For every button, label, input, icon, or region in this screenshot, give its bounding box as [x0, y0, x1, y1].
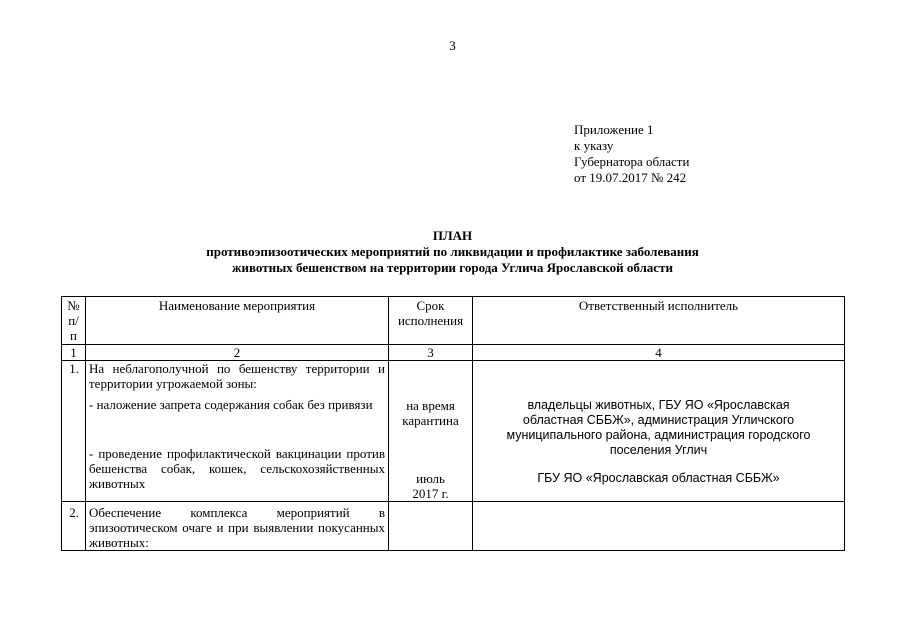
executor-line: ГБУ ЯО «Ярославская областная СББЖ» [537, 471, 780, 485]
header-term [389, 297, 473, 345]
row-intro: На неблагополучной по бешенству территории и территории угрожаемой зоны: [89, 361, 385, 391]
row-number: 2. [62, 502, 86, 551]
column-number: 1 [62, 345, 86, 361]
term-line: на время [406, 398, 455, 413]
column-number-row [62, 345, 845, 361]
header-number-line: № [67, 298, 80, 313]
header-term-line: Срок [416, 298, 445, 313]
header-name-text: Наименование мероприятия [158, 298, 316, 313]
header-number [62, 297, 86, 345]
header-name [86, 297, 389, 345]
term-line: 2017 г. [412, 486, 449, 501]
measure-text: Обеспечение комплекса мероприятий в эпизоотическом очаге и при выявлении покусанных животных: [89, 505, 385, 550]
appendix-line: Приложение 1 [574, 122, 654, 137]
row-description [86, 361, 389, 502]
row-executor [473, 502, 845, 551]
executor-line: поселения Углич [609, 443, 708, 457]
executor-line: муниципального района, администрация городского [506, 428, 811, 442]
appendix-block [574, 122, 689, 186]
document-title [0, 228, 905, 276]
header-term-line: исполнения [397, 313, 464, 328]
header-number-line: п/п [68, 313, 79, 343]
page-number: 3 [449, 38, 456, 53]
table-header-row [62, 297, 845, 345]
header-executor-text: Ответственный исполнитель [578, 298, 739, 313]
appendix-date: от 19.07.2017 № 242 [574, 170, 687, 185]
row-term [389, 502, 473, 551]
row-executor [473, 361, 845, 502]
title-heading: ПЛАН [432, 228, 473, 243]
table-row [62, 502, 845, 551]
row-term [389, 361, 473, 502]
term-line: июль [416, 471, 445, 486]
appendix-line: к указу [574, 138, 614, 153]
column-number: 3 [389, 345, 473, 361]
row-number: 1. [62, 361, 86, 502]
row-description [86, 502, 389, 551]
table-row [62, 361, 845, 502]
executor-line: владельцы животных, ГБУ ЯО «Ярославская [527, 398, 790, 412]
appendix-line: Губернатора области [574, 154, 690, 169]
term-line: карантина [402, 413, 459, 428]
column-number: 2 [86, 345, 389, 361]
plan-table [61, 296, 845, 551]
column-number: 4 [473, 345, 845, 361]
header-executor [473, 297, 845, 345]
title-line: противоэпизоотических мероприятий по ликвидации и профилактике заболевания [206, 244, 699, 259]
executor-line: областная СББЖ», администрация Угличского [522, 413, 795, 427]
title-line: животных бешенством на территории города Углича Ярославской области [232, 260, 673, 275]
measure-text: - проведение профилактической вакцинации против бешенства собак, кошек, сельскохозяйственных животных [89, 446, 385, 491]
measure-text: - наложение запрета содержания собак без привязи [89, 397, 373, 412]
